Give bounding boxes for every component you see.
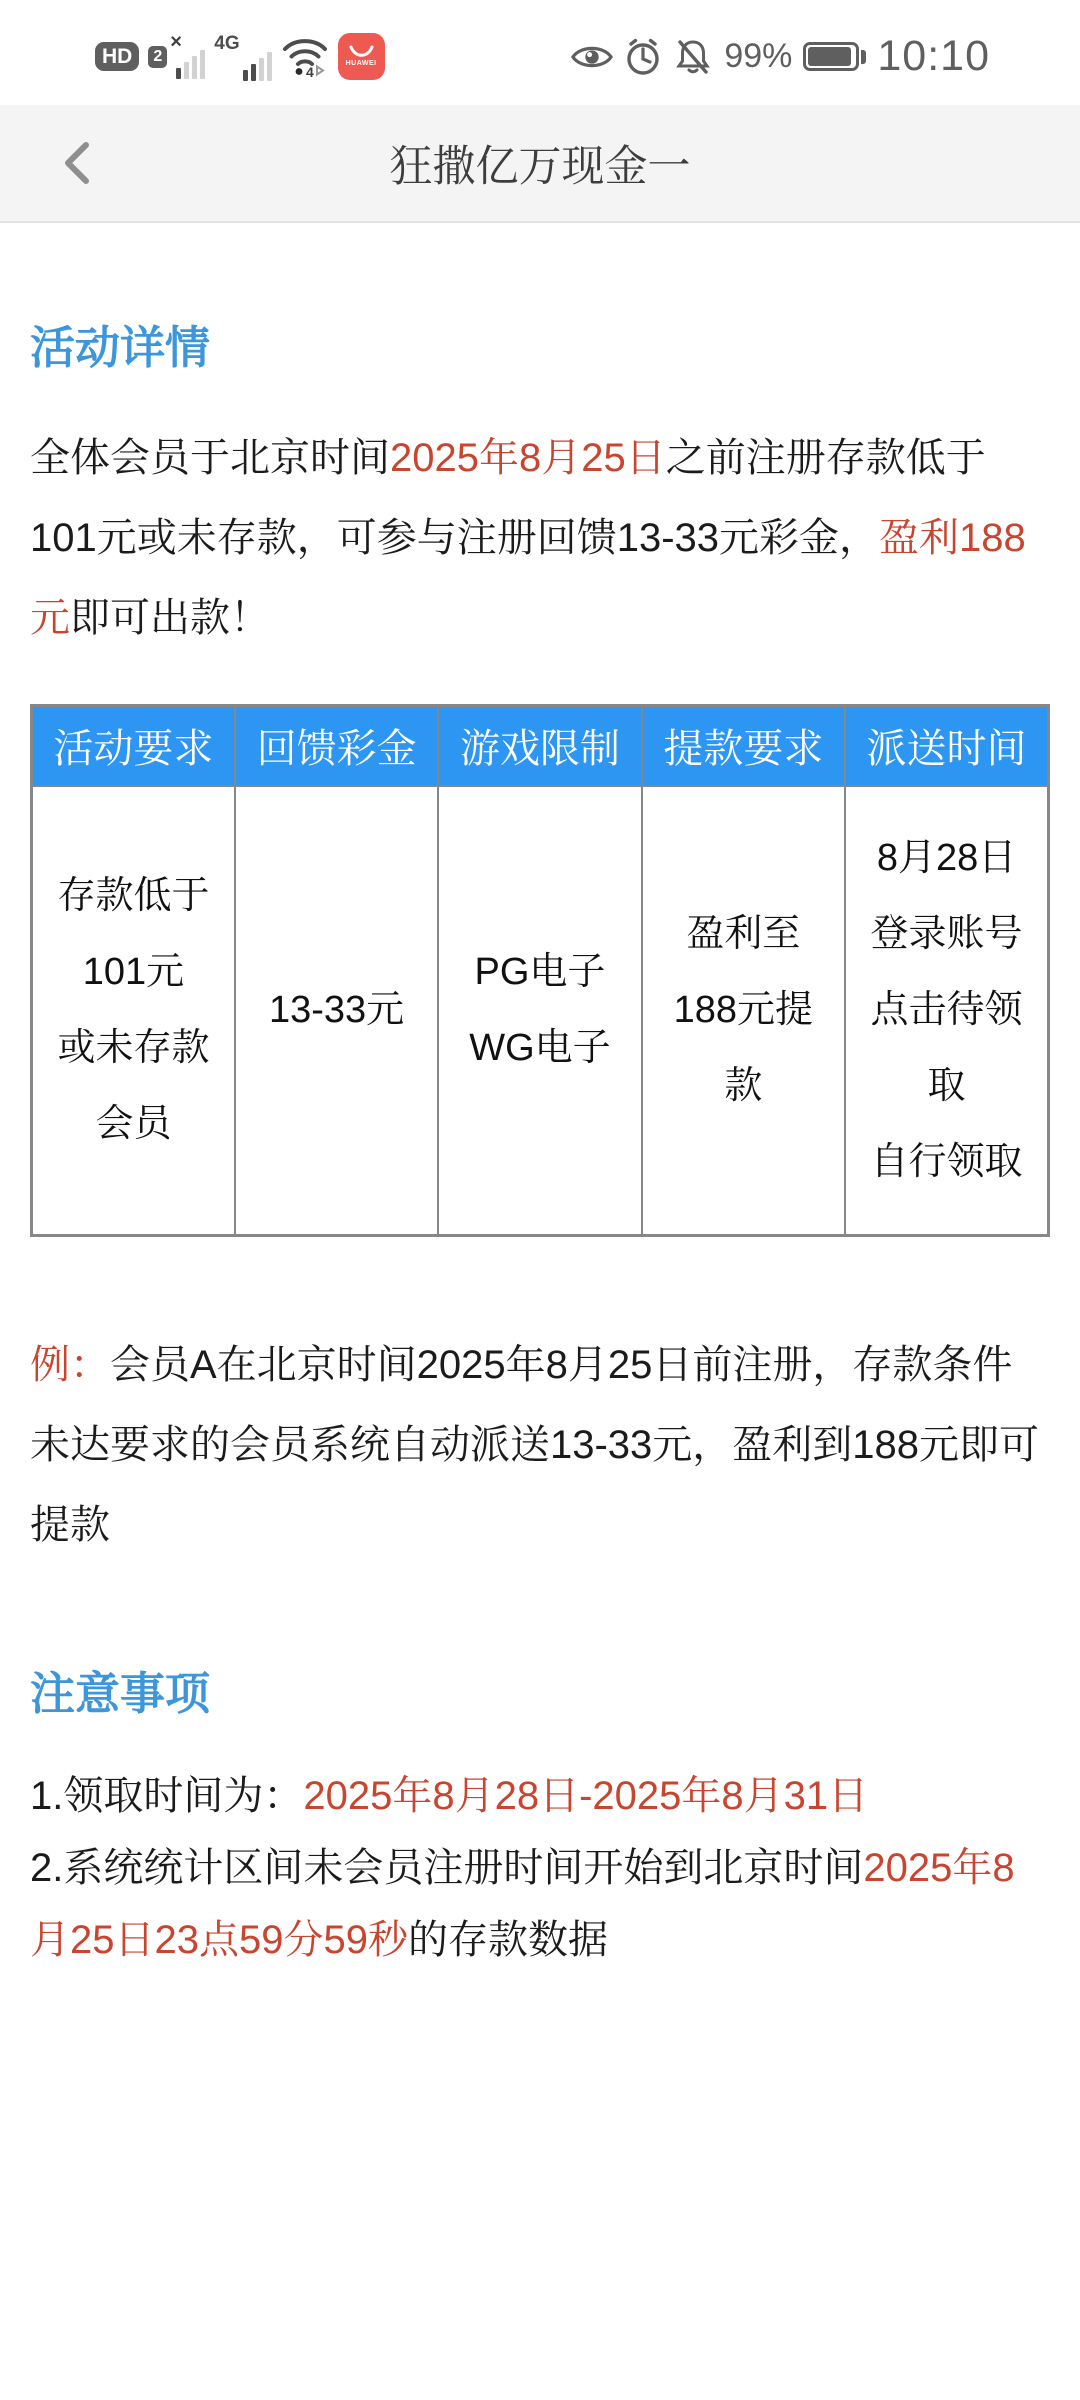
notes-list [30,1760,1050,1976]
nav-bar [0,105,1080,223]
note2-text: 2.系统统计区间未会员注册时间开始到北京时间 [30,1846,864,1890]
activity-details-heading: 活动详情 [30,322,211,373]
status-bar-left [95,30,385,81]
notifications-muted-icon [673,37,713,77]
header-withdrawal-requirement: 提款要求 [642,706,845,786]
clock-label: 10:10 [877,32,990,80]
status-bar [0,0,1080,105]
cell-line: 13-33元 [268,989,405,1032]
huawei-icon-label: HUAWEI [345,60,377,67]
cell-line: WG电子 [469,1027,611,1070]
alarm-clock-icon [624,37,662,77]
header-delivery-time: 派送时间 [845,706,1048,786]
back-chevron-icon [58,137,98,189]
status-bar-right [571,32,990,81]
intro-date-highlight: 2025年8月25日 [390,436,666,480]
example-label: 例： [30,1343,110,1387]
cell-withdrawal-requirement [642,786,845,1236]
sim1-signal-icon [170,30,205,79]
cell-line: PG电子 [474,951,606,994]
note1-text: 1.领取时间为： [30,1774,304,1818]
table-header-row [32,706,1049,786]
no-service-x-icon: × [170,30,182,53]
battery-icon [803,42,866,71]
promo-table [30,704,1050,1237]
cell-line: 8月28日登录账号点击待领取 [870,837,1023,1108]
table-row [32,786,1049,1236]
note-item-2 [30,1832,1050,1976]
sim2-signal-group [214,33,271,81]
example-text: 会员A在北京时间2025年8月25日前注册，存款条件未达要求的会员系统自动派送13-33元，盈利到188元即可提款 [30,1343,1040,1547]
header-activity-requirement: 活动要求 [32,706,235,786]
huawei-appgallery-icon [338,33,385,80]
hd-badge: HD [95,42,139,71]
intro-text: 之前注册存款低于101元或未存款，可参与注册回馈13-33元彩金， [30,436,986,560]
header-bonus: 回馈彩金 [235,706,438,786]
header-game-restriction: 游戏限制 [438,706,641,786]
intro-profit-highlight: 盈利188元 [30,516,1026,640]
cell-game-restriction [438,786,641,1236]
intro-text: 全体会员于北京时间 [30,436,390,480]
sim2-signal-icon [243,37,272,81]
cell-line: 存款低于101元 [57,875,210,994]
page-title: 狂撒亿万现金一 [389,142,691,191]
notes-heading: 注意事项 [30,1668,211,1719]
promo-content [0,311,1080,1976]
example-paragraph [30,1325,1050,1565]
cell-line: 盈利至188元提款 [673,913,814,1108]
battery-percent-label: 99% [724,37,793,75]
svg-text:4: 4 [305,63,314,79]
cell-activity-requirement [32,786,235,1236]
cell-line: 自行领取 [870,1141,1023,1184]
sim2-badge: 2 [148,46,167,68]
cell-bonus [235,786,438,1236]
note-item-1 [30,1760,1050,1832]
note1-date-highlight: 2025年8月28日-2025年8月31日 [303,1774,869,1818]
eye-comfort-icon [571,42,613,72]
back-button[interactable] [48,133,108,193]
note2-date-highlight: 2025年8月25日23点59分59秒 [30,1846,1015,1962]
wifi-icon [281,35,329,79]
note2-text-end: 的存款数据 [407,1918,608,1962]
intro-text: 即可出款！ [70,596,270,640]
cell-delivery-time [845,786,1048,1236]
network-type-label: 4G [214,32,240,54]
activity-intro-paragraph [30,418,1050,658]
cell-line: 或未存款会员 [57,1027,210,1146]
